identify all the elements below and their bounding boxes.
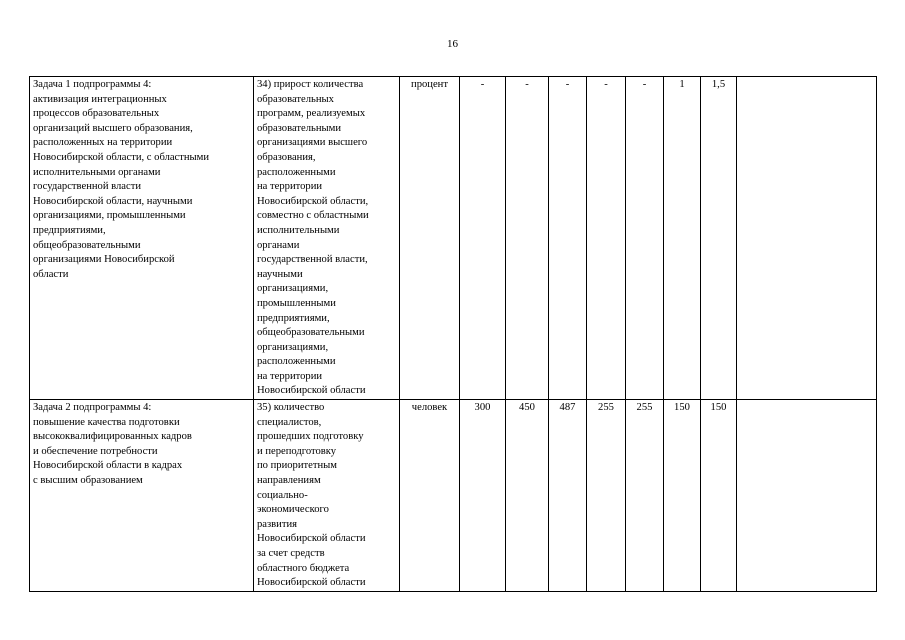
indicator-cell xyxy=(254,77,400,400)
page-number: 16 xyxy=(447,38,458,50)
value-cell: - xyxy=(549,77,587,400)
task-line: с высшим образованием xyxy=(33,475,143,487)
indicator-line: на территории xyxy=(257,181,323,193)
indicator-line: прошедших подготовку xyxy=(257,431,364,443)
task-cell xyxy=(30,400,254,592)
indicator-line: организациями высшего xyxy=(257,137,368,149)
unit-cell: процент xyxy=(400,77,460,400)
task-line: Задача 1 подпрограммы 4: xyxy=(33,79,152,90)
indicator-line: расположенными xyxy=(257,166,336,178)
table-row xyxy=(30,400,877,592)
value-cell: 487 xyxy=(549,400,587,592)
indicator-line: и переподготовку xyxy=(257,445,337,457)
indicator-line: программ, реализуемых xyxy=(257,108,366,120)
indicator-line: 35) количество xyxy=(257,402,325,414)
indicator-line: организациями, xyxy=(257,283,329,295)
indicator-line: Новосибирской области xyxy=(257,385,366,397)
task-line: активизация интеграционных xyxy=(33,93,167,105)
value-cell: 1 xyxy=(664,77,701,400)
value-cell: 150 xyxy=(664,400,701,592)
indicator-line: расположенными xyxy=(257,356,336,368)
indicator-line: за счет средств xyxy=(257,548,325,559)
task-line: и обеспечение потребности xyxy=(33,445,158,457)
task-line: расположенных на территории xyxy=(33,137,173,149)
task-cell xyxy=(30,77,254,400)
indicator-line: образовательных xyxy=(257,93,334,105)
value-cell: 255 xyxy=(626,400,664,592)
indicator-line: Новосибирской области xyxy=(257,577,366,589)
indicator-line: по приоритетным xyxy=(257,460,337,472)
table-row xyxy=(30,77,877,400)
indicator-line: на территории xyxy=(257,370,323,382)
indicator-line: экономического xyxy=(257,504,329,516)
value-cell: 300 xyxy=(460,400,506,592)
task-line: организациями, промышленными xyxy=(33,210,186,222)
task-line: области xyxy=(33,268,69,280)
indicator-line: образования, xyxy=(257,151,316,163)
task-line: Новосибирской области в кадрах xyxy=(33,460,183,472)
table-body xyxy=(30,77,877,592)
task-line: государственной власти xyxy=(33,181,142,193)
value-cell xyxy=(737,400,877,592)
indicator-line: организациями, xyxy=(257,341,329,353)
indicator-line: Новосибирской области xyxy=(257,533,366,545)
value-cell: 450 xyxy=(506,400,549,592)
indicator-line: областного бюджета xyxy=(257,562,350,574)
task-line: организаций высшего образования, xyxy=(33,122,193,134)
indicator-line: образовательными xyxy=(257,122,342,134)
indicators-table xyxy=(29,76,877,592)
task-line: Задача 2 подпрограммы 4: xyxy=(33,402,152,414)
value-cell: - xyxy=(626,77,664,400)
value-cell: - xyxy=(460,77,506,400)
indicator-line: исполнительными xyxy=(257,224,340,236)
indicator-line: Новосибирской области, xyxy=(257,195,369,207)
task-line: Новосибирской области, с областными xyxy=(33,151,210,163)
unit-cell: человек xyxy=(400,400,460,592)
indicator-line: органами xyxy=(257,239,300,251)
task-line: общеобразовательными xyxy=(33,239,141,251)
indicator-line: научными xyxy=(257,268,303,280)
task-line: предприятиями, xyxy=(33,224,106,236)
indicator-line: общеобразовательными xyxy=(257,327,365,339)
indicator-line: государственной власти, xyxy=(257,254,368,266)
value-cell xyxy=(737,77,877,400)
indicator-line: специалистов, xyxy=(257,416,322,428)
indicator-line: предприятиями, xyxy=(257,312,330,324)
indicator-line: направлениям xyxy=(257,475,321,487)
indicator-line: промышленными xyxy=(257,297,336,309)
task-line: Новосибирской области, научными xyxy=(33,195,193,207)
indicator-cell xyxy=(254,400,400,592)
indicator-line: развития xyxy=(257,518,298,530)
value-cell: - xyxy=(587,77,626,400)
indicator-line: 34) прирост количества xyxy=(257,79,364,90)
task-line: высококвалифицированных кадров xyxy=(33,431,192,443)
task-line: повышение качества подготовки xyxy=(33,416,180,428)
value-cell: 1,5 xyxy=(701,77,737,400)
value-cell: 150 xyxy=(701,400,737,592)
task-line: исполнительными органами xyxy=(33,166,161,178)
indicator-line: совместно с областными xyxy=(257,210,369,222)
task-line: организациями Новосибирской xyxy=(33,254,175,266)
indicator-line: социально- xyxy=(257,489,308,501)
task-line: процессов образовательных xyxy=(33,108,160,120)
value-cell: 255 xyxy=(587,400,626,592)
value-cell: - xyxy=(506,77,549,400)
